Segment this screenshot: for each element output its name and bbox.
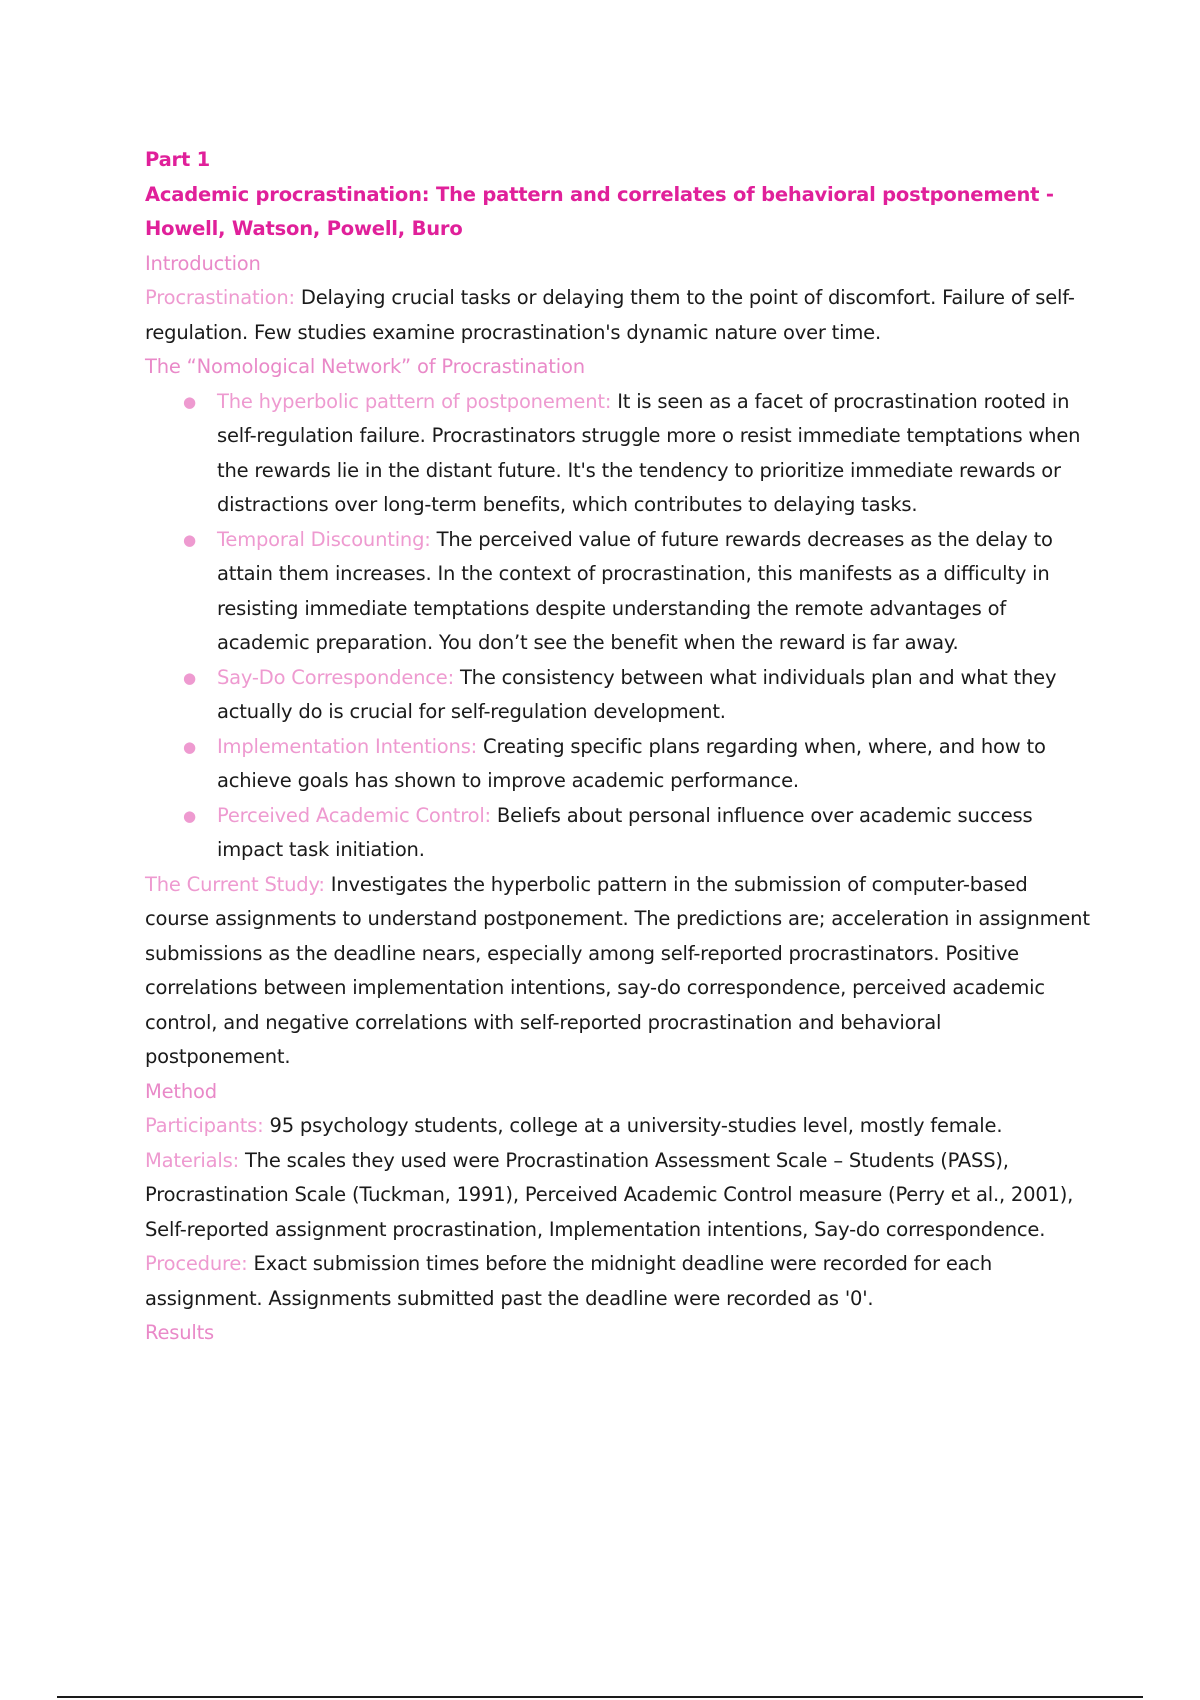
materials-paragraph xyxy=(145,1144,1090,1248)
materials-term: Materials: xyxy=(145,1148,239,1172)
network-list xyxy=(145,385,1090,868)
part-label: Part 1 xyxy=(145,148,211,171)
list-item-term: Say-Do Correspondence: xyxy=(217,665,454,689)
procedure-term: Procedure: xyxy=(145,1252,248,1275)
list-item xyxy=(145,385,1090,523)
participants-text: 95 psychology students, college at a university-studies level, mostly female. xyxy=(263,1114,1003,1137)
introduction-heading: Introduction xyxy=(145,251,261,275)
procedure-paragraph xyxy=(145,1247,1090,1316)
list-item-text: The consistency between what individuals plan and what they actually do is crucial for self-regulation development. xyxy=(217,665,1057,723)
bullet-icon: ● xyxy=(183,737,196,756)
document-body xyxy=(145,143,1090,1351)
list-item xyxy=(145,661,1090,730)
procedure-text: Exact submission times before the midnight deadline were recorded for each assignment. Assignments submitted past the deadline were recorded as '0'. xyxy=(145,1252,993,1310)
current-study-paragraph xyxy=(145,868,1090,1075)
bullet-icon: ● xyxy=(183,668,196,687)
list-item xyxy=(145,523,1090,661)
method-heading: Method xyxy=(145,1079,217,1103)
current-study-term: The Current Study: xyxy=(145,872,325,896)
list-item-term: Perceived Academic Control: xyxy=(217,803,491,827)
list-item-text: It is seen as a facet of procrastination rooted in self-regulation failure. Procrastinators struggle more o resist immediate temptations when the rewards lie in the distant future. It's the tendency to prioritize immediate rewards or distractions over long-term benefits, which contributes to delaying tasks. xyxy=(217,389,1081,516)
procrastination-term: Procrastination: xyxy=(145,286,295,309)
paper-title-line-2: Howell, Watson, Powell, Buro xyxy=(145,217,463,240)
procrastination-paragraph xyxy=(145,281,1090,350)
list-item-text: Beliefs about personal influence over academic success impact task initiation. xyxy=(217,803,1033,861)
results-heading: Results xyxy=(145,1321,215,1344)
participants-paragraph xyxy=(145,1109,1090,1144)
materials-text: The scales they used were Procrastination Assessment Scale – Students (PASS), Procrastination Scale (Tuckman, 1991), Perceived Academic Control measure (Perry et al., 2001), Self-reported assignment procrastination, Implementation intentions, Say-do correspondence. xyxy=(145,1148,1074,1241)
procrastination-text: Delaying crucial tasks or delaying them to the point of discomfort. Failure of self-regulation. Few studies examine procrastination's dynamic nature over time. xyxy=(145,286,1075,344)
bullet-icon: ● xyxy=(183,530,196,549)
list-item xyxy=(145,799,1090,868)
list-item-term: Implementation Intentions: xyxy=(217,734,478,758)
list-item-term: The hyperbolic pattern of postponement: xyxy=(217,389,612,413)
list-item-text: The perceived value of future rewards decreases as the delay to attain them increases. In the context of procrastination, this manifests as a difficulty in resisting immediate temptations despite understanding the remote advantages of academic preparation. You don’t see the benefit when the reward is far away. xyxy=(217,527,1053,654)
list-item-term: Temporal Discounting: xyxy=(217,527,431,551)
list-item xyxy=(145,730,1090,799)
participants-term: Participants: xyxy=(145,1114,264,1137)
bullet-icon: ● xyxy=(183,392,196,411)
footer-divider xyxy=(57,1696,1143,1698)
network-heading: The “Nomological Network” of Procrastination xyxy=(145,355,585,378)
current-study-text: Investigates the hyperbolic pattern in the submission of computer-based course assignments to understand postponement. The predictions are; acceleration in assignment submissions as the deadline nears, especially among self-reported procrastinators. Positive correlations between implementation intentions, say-do correspondence, perceived academic control, and negative correlations with self-reported procrastination and behavioral postponement. xyxy=(145,872,1090,1068)
list-item-text: Creating specific plans regarding when, where, and how to achieve goals has shown to improve academic performance. xyxy=(217,734,1046,792)
bullet-icon: ● xyxy=(183,806,196,825)
paper-title-line-1: Academic procrastination: The pattern and correlates of behavioral postponement - xyxy=(145,182,1054,206)
